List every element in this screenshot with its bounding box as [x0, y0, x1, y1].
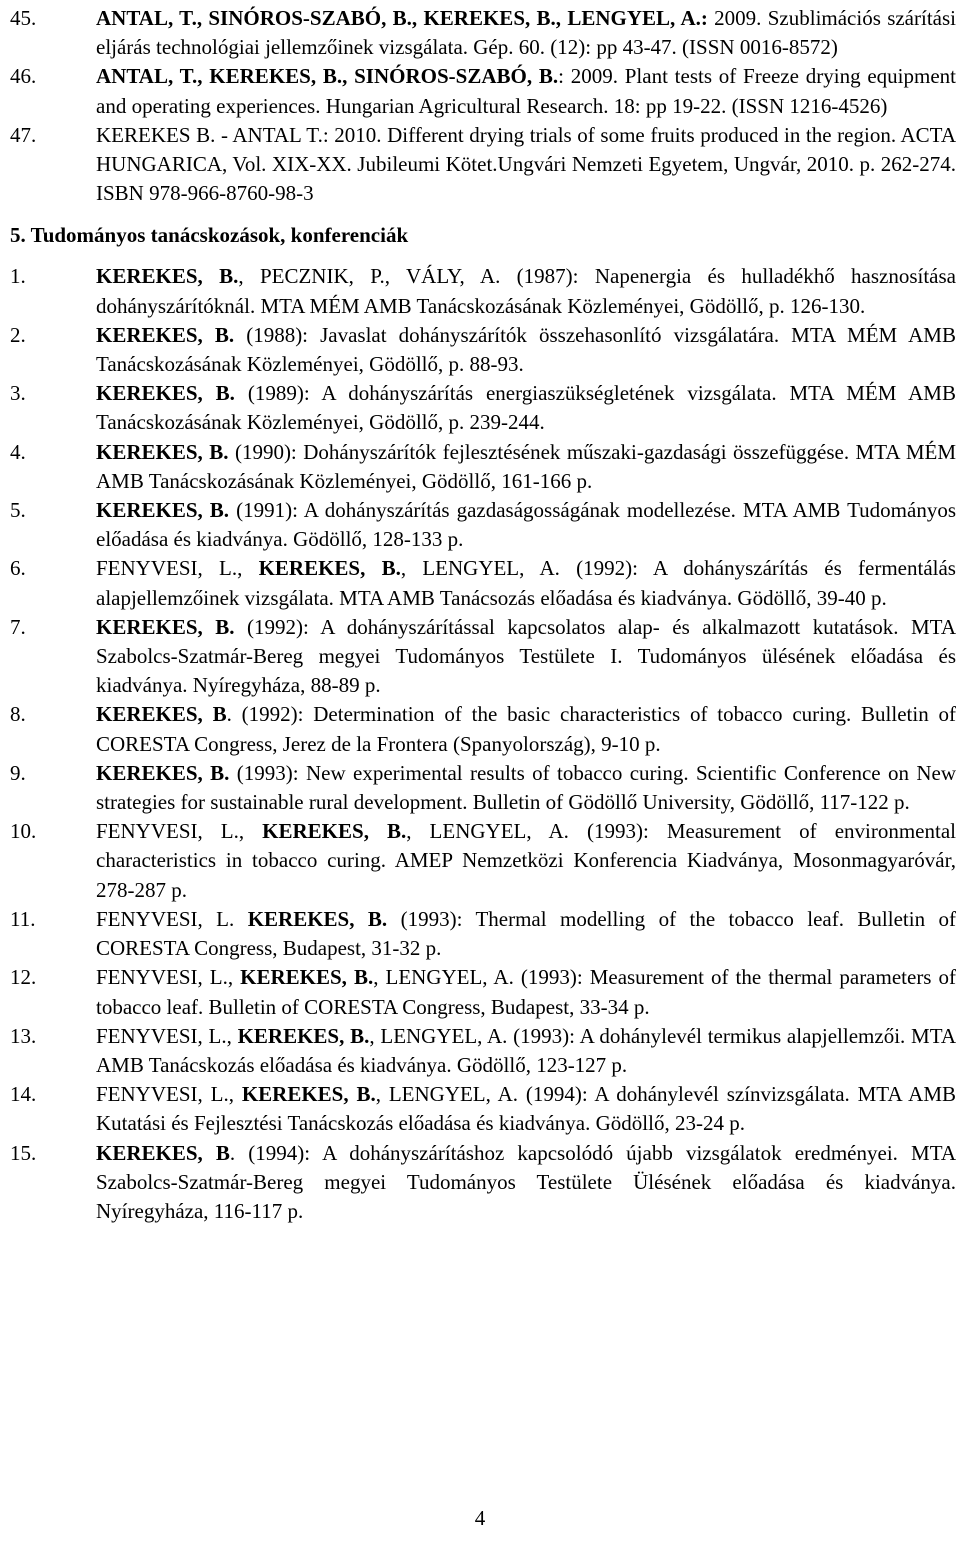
reference-number: 10. [10, 819, 37, 844]
reference-author-bold: KEREKES, B. [96, 498, 230, 523]
reference-item [10, 379, 956, 437]
reference-author-bold: KEREKES, B. [96, 381, 235, 406]
reference-text: (1993): New experimental results of tobacco curing. Scientific Conference on New strategies for sustainable rural development. Bulletin of Gödöllő University, Gödöllő, 117-122 p. [96, 760, 956, 815]
reference-text: FENYVESI, L. [96, 906, 248, 931]
reference-number: 11. [10, 906, 36, 931]
reference-item [10, 1022, 956, 1080]
reference-item [10, 496, 956, 554]
reference-text: FENYVESI, L., [96, 1023, 238, 1048]
reference-text: FENYVESI, L., [96, 965, 241, 990]
reference-item [10, 554, 956, 612]
reference-text: , LENGYEL, A. (1993): Measurement of environmental characteristics in tobacco curing. AMEP Nemzetközi Konferencia Kiadványa, Mosonmagyaróvár, 278-287 p. [96, 819, 956, 902]
reference-number: 9. [10, 760, 26, 785]
reference-number: 4. [10, 439, 26, 464]
reference-text: 2009. Szublimációs szárítási eljárás technológiai jellemzőinek vizsgálata. Gép. 60. (12): pp 43-47. (ISSN 0016-8572) [96, 6, 956, 60]
section-heading: 5. Tudományos tanácskozások, konferenciák [10, 223, 409, 248]
reference-item [10, 905, 956, 963]
reference-text: (1989): A dohányszárítás energiaszükségletének vizsgálata. MTA MÉM AMB Tanácskozásának Közleményei, Gödöllő, p. 239-244. [96, 381, 956, 435]
reference-text: : 2010. Different drying trials of some fruits produced in the region. ACTA HUNGARICA, Vol. XIX-XX. Jubileumi Kötet.Ungvári Nemzeti Egyetem, Ungvár, 2010. p. 262-274. ISBN 978-966-8760-98-3 [96, 122, 956, 206]
reference-item [10, 438, 956, 496]
reference-author-bold: KEREKES, B. [96, 264, 239, 289]
reference-author-bold: KEREKES, B. [247, 906, 388, 931]
reference-number: 8. [10, 702, 26, 727]
reference-text: , LENGYEL, A. (1993): A dohánylevél termikus alapjellemzői. MTA AMB Tanácskozás előadása és kiadványa. Gödöllő, 123-127 p. [96, 1023, 957, 1077]
reference-text: (1992): A dohányszárítással kapcsolatos alap- és alkalmazott kutatások. MTA Szabolcs-Szatmár-Bereg megyei Tudományos Testülete I. Tudományos ülésének előadása és kiadványa. Nyíregyháza, 88-89 p. [96, 614, 956, 698]
reference-number: 12. [10, 965, 37, 990]
reference-number: 6. [10, 556, 26, 581]
reference-number: 47. [10, 122, 37, 147]
reference-item [10, 262, 956, 320]
reference-author-bold: KEREKES, B. [240, 965, 374, 990]
reference-item [10, 613, 956, 701]
reference-item [10, 321, 956, 379]
reference-author-bold: KEREKES, B. [258, 556, 401, 581]
reference-author-bold: KEREKES, B. [96, 439, 229, 464]
reference-text: . (1994): A dohányszárításhoz kapcsolódó újabb vizsgálatok eredményei. MTA Szabolcs-Szatmár-Bereg megyei Tudományos Testülete Ülésének előadása és kiadványa. Nyíregyháza, 116-117 p. [96, 1140, 957, 1223]
reference-number: 14. [10, 1082, 37, 1107]
reference-author-bold: KEREKES, B [96, 1140, 230, 1165]
reference-text: FENYVESI, L., [96, 1082, 242, 1107]
reference-number: 46. [10, 64, 37, 89]
reference-text: , LENGYEL, A. (1994): A dohánylevél színvizsgálata. MTA AMB Kutatási és Fejlesztési Tanácskozás előadása és kiadványa. Gödöllő, 23-24 p. [96, 1082, 956, 1136]
reference-text: (1990): Dohányszárítók fejlesztésének műszaki-gazdasági összefüggése. MTA MÉM AMB Tanácskozásának Közleményei, Gödöllő, 161-166 p. [96, 439, 957, 493]
reference-number: 1. [10, 264, 26, 289]
reference-text: (1993): Thermal modelling of the tobacco leaf. Bulletin of CORESTA Congress, Budapest, 31-32 p. [96, 906, 956, 961]
reference-text: FENYVESI, L., [96, 556, 259, 581]
reference-item [10, 1080, 956, 1138]
reference-author-bold: ANTAL, T., SINÓROS-SZABÓ, B., KEREKES, B., LENGYEL, A.: [96, 6, 708, 30]
reference-author-bold: KEREKES, B. [262, 819, 407, 844]
reference-author-bold: KEREKES, B. [96, 760, 230, 785]
reference-number: 45. [10, 6, 37, 30]
reference-text: , LENGYEL, A. (1992): A dohányszárítás és fermentálás alapjellemzőinek vizsgálata. MTA AMB Tanácsozás előadása és kiadványa. Gödöllő, 39-40 p. [96, 556, 956, 610]
conference-reference-list [10, 262, 956, 1226]
reference-item [10, 62, 956, 120]
reference-author-bold: KEREKES, B [96, 702, 227, 727]
page-number: 4 [474, 1506, 486, 1530]
reference-item [10, 817, 956, 905]
reference-text: (1991): A dohányszárítás gazdaságosságának modellezése. MTA AMB Tudományos előadása és kiadványa. Gödöllő, 128-133 p. [96, 498, 956, 552]
reference-text: FENYVESI, L., [96, 819, 263, 844]
reference-item [10, 121, 956, 209]
reference-item [10, 963, 956, 1021]
reference-number: 3. [10, 381, 26, 406]
reference-author-bold: KEREKES, B. [96, 322, 235, 347]
document-page [10, 4, 956, 1226]
reference-item [10, 700, 956, 758]
reference-item [10, 4, 956, 62]
reference-author-bold: KEREKES, B. [237, 1023, 370, 1048]
reference-author-bold: KEREKES, B. [241, 1082, 376, 1107]
reference-number: 13. [10, 1023, 37, 1048]
reference-number: 15. [10, 1140, 37, 1165]
reference-item [10, 759, 956, 817]
reference-author-bold: KEREKES, B. [96, 614, 235, 639]
reference-text: : 2009. Plant tests of Freeze drying equipment and operating experiences. Hungarian Agricultural Research. 18: pp 19-22. (ISSN 1216-4526) [96, 64, 956, 118]
reference-text: . (1992): Determination of the basic characteristics of tobacco curing. Bulletin of CORESTA Congress, Jerez de la Frontera (Spanyolország), 9-10 p. [96, 702, 956, 756]
reference-number: 5. [10, 498, 26, 523]
reference-text: KEREKES B. - ANTAL T. [96, 122, 323, 147]
reference-number: 7. [10, 614, 26, 639]
reference-text: , PECZNIK, P., VÁLY, A. (1987): Napenergia és hulladékhő hasznosítása dohányszárítóknál. MTA MÉM AMB Tanácskozásának Közleményei, Gödöllő, p. 126-130. [96, 264, 956, 318]
reference-author-bold: ANTAL, T., KEREKES, B., SINÓROS-SZABÓ, B. [96, 64, 559, 89]
reference-text: (1988): Javaslat dohányszárítók összehasonlító vizsgálatára. MTA MÉM AMB Tanácskozásának Közleményei, Gödöllő, p. 88-93. [96, 322, 956, 377]
reference-text: , LENGYEL, A. (1993): Measurement of the thermal parameters of tobacco leaf. Bulletin of CORESTA Congress, Budapest, 33-34 p. [96, 965, 956, 1019]
journal-reference-list [10, 4, 956, 208]
reference-number: 2. [10, 322, 26, 347]
reference-item [10, 1139, 956, 1227]
